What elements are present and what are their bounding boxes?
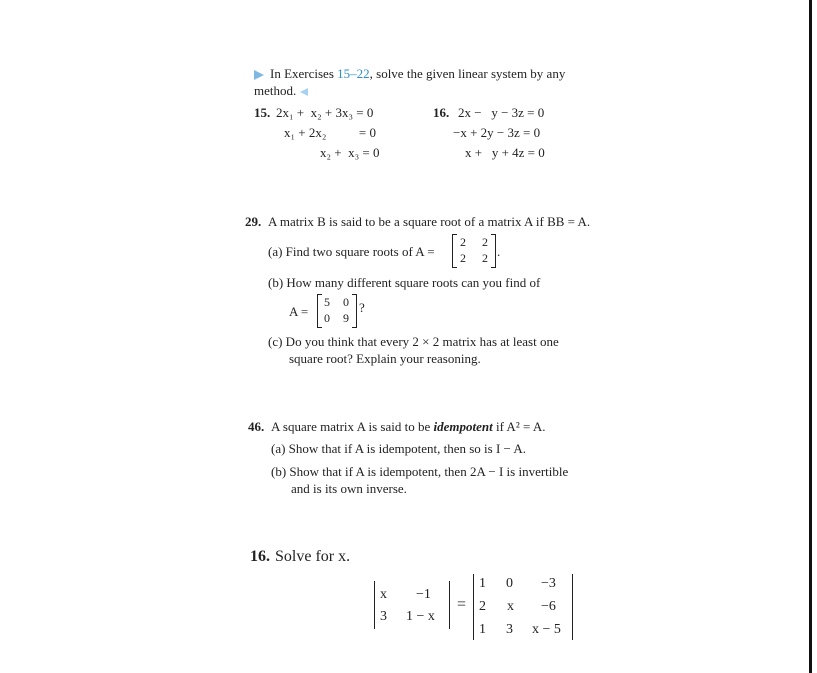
ex46-number: 46. [248,419,265,434]
idempotent-term: idempotent [433,419,493,434]
ex29-c-line1: (c) Do you think that every 2 × 2 matrix has at least one [268,334,559,349]
arrow-right-icon [254,70,264,80]
ex29-c-line2: square root? Explain your reasoning. [289,351,481,366]
ex29-b-matrix [317,294,357,328]
matrix-cell: 0 [343,295,349,309]
det-left [374,581,450,631]
det-cell: x − 5 [532,622,561,637]
ex29-b-text: (b) How many different square roots can you find of [268,275,541,290]
matrix-cell: 0 [324,311,330,325]
ex29-a-period: . [497,244,501,259]
ex46-stem: A square matrix A is said to be idempotent if A² = A. [271,419,546,434]
det-cell: 1 [479,622,486,637]
det-cell: −1 [416,587,431,602]
det-cell: 1 [479,576,486,591]
ex46-b-line1: (b) Show that if A is idempotent, then 2A − I is invertible [271,464,569,479]
matrix-cell: 2 [482,235,488,249]
ex15-eq1: 2x₁ + x₂ + 3x₃ = 0 [276,105,374,120]
det-cell: 1 − x [406,609,435,624]
intro-line2: method. [254,83,308,99]
ex46-b-line2: and is its own inverse. [291,481,407,496]
det-cell: −3 [541,576,556,591]
det-cell: x [507,599,514,614]
arrow-left-icon [300,88,308,96]
equals-sign: = [457,596,467,613]
ex29-b-question: ? [359,300,365,315]
ex16b-text: Solve for x. [275,548,351,565]
matrix-cell: 2 [460,235,466,249]
exercise-range-link[interactable]: 15–22 [337,66,370,81]
ex16-eq2: −x + 2y − 3z = 0 [453,125,541,140]
ex15-eq2: x₁ + 2x₂ = 0 [284,125,376,140]
matrix-cell: 2 [460,251,466,265]
det-right [473,574,573,642]
ex16-eq1: 2x − y − 3z = 0 [458,105,545,120]
ex46-a-text: (a) Show that if A is idempotent, then so is I − A. [271,441,527,456]
ex16-eq3: x + y + 4z = 0 [465,145,545,160]
matrix-cell: 2 [482,251,488,265]
det-cell: −6 [541,599,556,614]
det-cell: x [380,587,387,602]
ex16b-number: 16. [250,548,270,565]
ex16-number: 16. [433,105,450,120]
ex15-number: 15. [254,105,271,120]
page-edge-line [809,0,812,673]
intro-text: In Exercises 15–22, solve the given linear system by any [254,66,614,82]
matrix-cell: 5 [324,295,330,309]
ex29-a-text: (a) Find two square roots of A = [268,244,435,259]
det-cell: 0 [506,576,513,591]
ex29-number: 29. [245,214,262,229]
det-cell: 3 [506,622,513,637]
ex29-b-lhs: A = [289,304,309,319]
matrix-cell: 9 [343,311,349,325]
ex29-stem: A matrix B is said to be a square root of a matrix A if BB = A. [268,214,591,229]
det-cell: 3 [380,609,387,624]
ex29-a-matrix [452,234,496,268]
ex15-eq3: x₂ + x₃ = 0 [320,145,380,160]
det-cell: 2 [479,599,486,614]
